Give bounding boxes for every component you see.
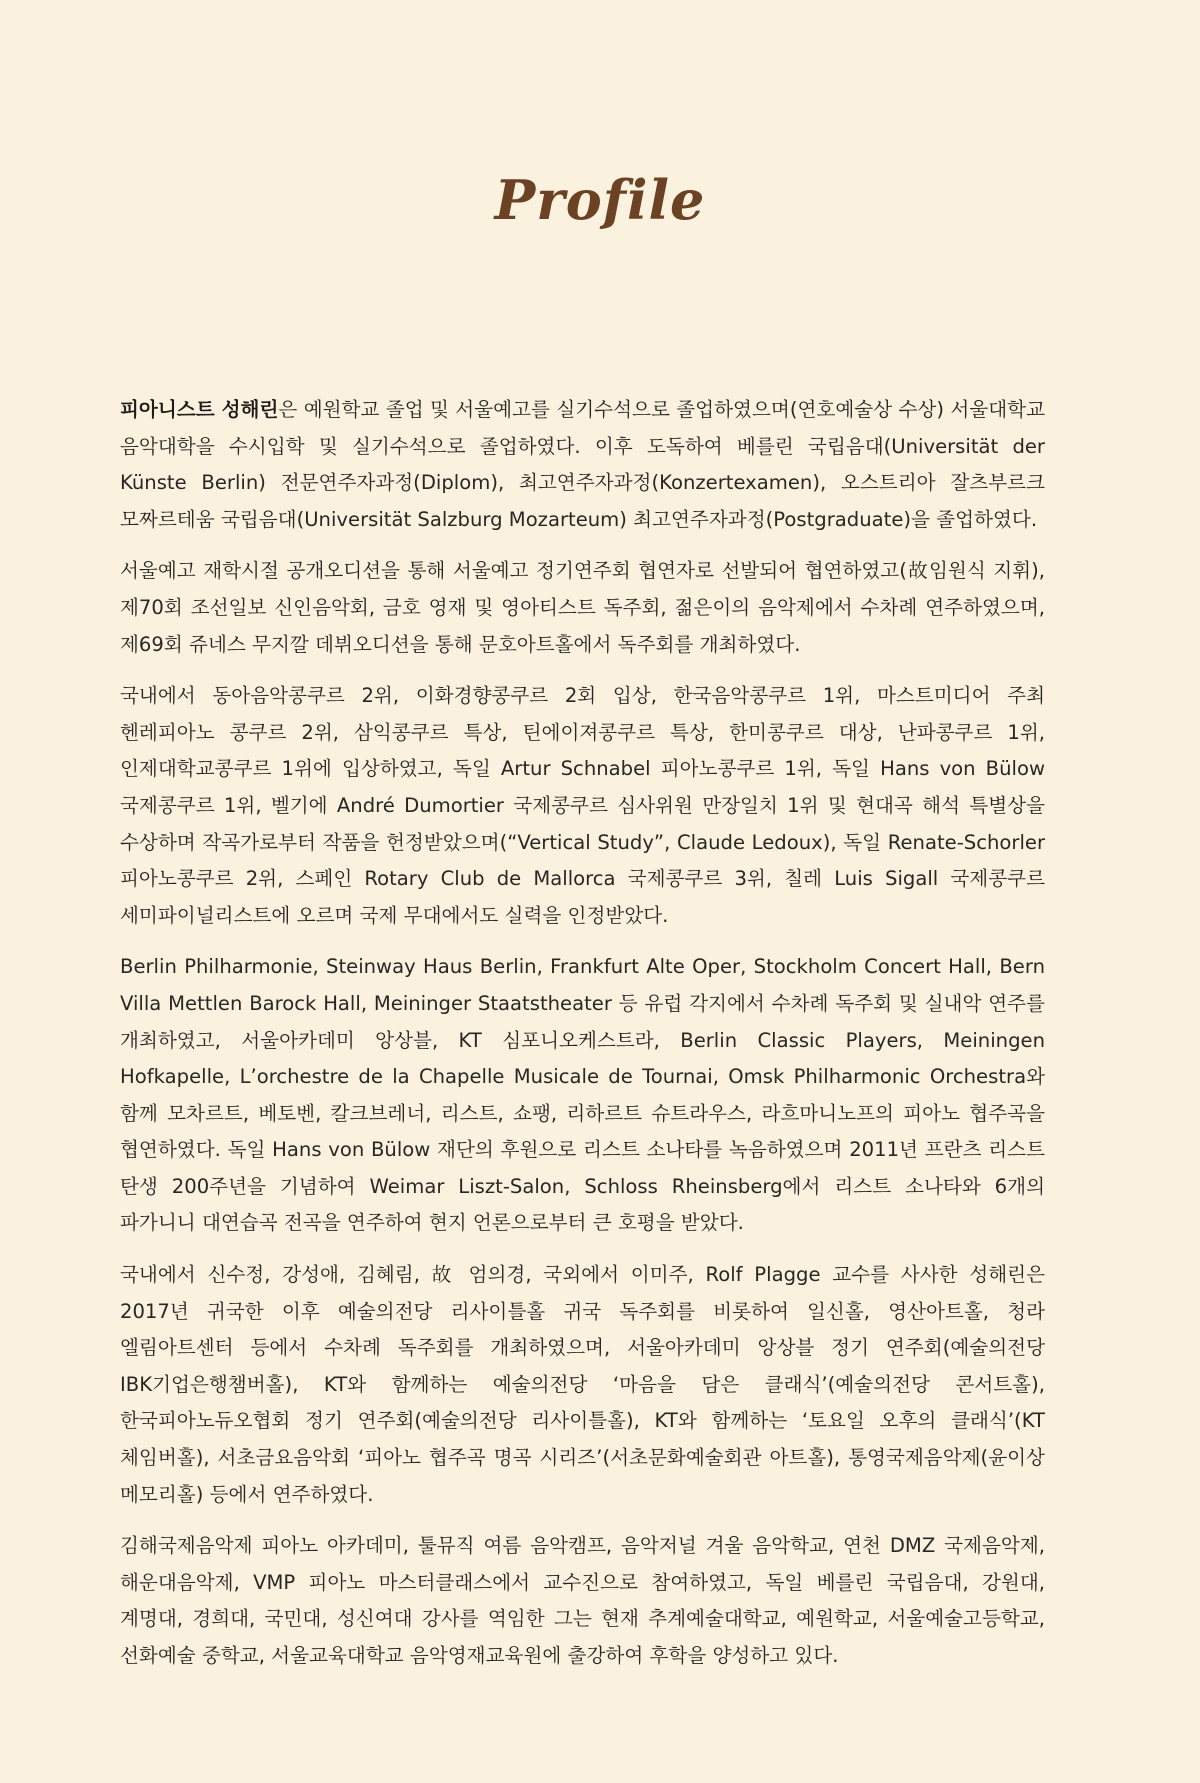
paragraph-early-performances	[120, 553, 1045, 663]
paragraph-text: 국내에서 신수정, 강성애, 김혜림, 故 엄의경, 국외에서 이미주, Rolf Plagge 교수를 사사한 성해린은 2017년 귀국한 이후 예술의전당 리사이틀홀 귀국 독주회를 비롯하여 일신홀, 영산아트홀, 청라 엘림아트센터 등에서 수차례 독주회를 개최하였으며, 서울아카데미 앙상블 정기 연주회(예술의전당 IBK기업은행챔버홀), KT와 함께하는 예술의전당 ‘마음을 담은 클래식’(예술의전당 콘서트홀), 한국피아노듀오협회 정기 연주회(예술의전당 리사이틀홀), KT와 함께하는 ‘토요일 오후의 클래식’(KT 체임버홀), 서초금요음악회 ‘피아노 협주곡 명곡 시리즈’(서초문화예술회관 아트홀), 통영국제음악제(윤이상 메모리홀) 등에서 연주하였다.	[120, 1263, 1045, 1506]
paragraph-text: 은 예원학교 졸업 및 서울예고를 실기수석으로 졸업하였으며(연호예술상 수상) 서울대학교 음악대학을 수시입학 및 실기수석으로 졸업하였다. 이후 도독하여 베를린 국립음대(Universität der Künste Berlin) 전문연주자과정(Diplom), 최고연주자과정(Konzertexamen), 오스트리아 잘츠부르크 모짜르테움 국립음대(Universität Salzburg Mozarteum) 최고연주자과정(Postgraduate)을 졸업하였다.	[120, 398, 1045, 531]
paragraph-text: Berlin Philharmonie, Steinway Haus Berlin, Frankfurt Alte Oper, Stockholm Concert Hall, Bern Villa Mettlen Barock Hall, Meininger Staatstheater 등 유럽 각지에서 수차례 독주회 및 실내악 연주를 개최하였고, 서울아카데미 앙상블, KT 심포니오케스트라, Berlin Classic Players, Meiningen Hofkapelle, L’orchestre de la Chapelle Musicale de Tournai, Omsk Philharmonic Orchestra와 함께 모차르트, 베토벤, 칼크브레너, 리스트, 쇼팽, 리하르트 슈트라우스, 라흐마니노프의 피아노 협주곡을 협연하였다. 독일 Hans von Bülow 재단의 후원으로 리스트 소나타를 녹음하였으며 2011년 프란츠 리스트 탄생 200주년을 기념하여 Weimar Liszt-Salon, Schloss Rheinsberg에서 리스트 소나타와 6개의 파가니니 대연습곡 전곡을 연주하여 현지 언론으로부터 큰 호평을 받았다.	[120, 955, 1045, 1235]
paragraph-european-concerts	[120, 949, 1045, 1242]
paragraph-text: 김해국제음악제 피아노 아카데미, 툴뮤직 여름 음악캠프, 음악저널 겨울 음악학교, 연천 DMZ 국제음악제, 해운대음악제, VMP 피아노 마스터클래스에서 교수진으로 참여하였고, 독일 베를린 국립음대, 강원대, 계명대, 경희대, 국민대, 성신여대 강사를 역임한 그는 현재 추계예술대학교, 예원학교, 서울예술고등학교, 선화예술 중학교, 서울교육대학교 음악영재교육원에 출강하여 후학을 양성하고 있다.	[120, 1534, 1045, 1667]
page-title: Profile	[494, 168, 706, 232]
paragraph-competitions	[120, 678, 1045, 934]
pianist-name: 피아니스트 성해린	[120, 398, 279, 421]
paragraph-teaching	[120, 1528, 1045, 1674]
paragraph-text: 서울예고 재학시절 공개오디션을 통해 서울예고 정기연주회 협연자로 선발되어 협연하였고(故임원식 지휘), 제70회 조선일보 신인음악회, 금호 영재 및 영아티스트 독주회, 젊은이의 음악제에서 수차례 연주하였으며, 제69회 쥬네스 무지깔 데뷔오디션을 통해 문호아트홀에서 독주회를 개최하였다.	[120, 559, 1045, 656]
paragraph-text: 국내에서 동아음악콩쿠르 2위, 이화경향콩쿠르 2회 입상, 한국음악콩쿠르 1위, 마스트미디어 주최 헨레피아노 콩쿠르 2위, 삼익콩쿠르 특상, 틴에이져콩쿠르 특상, 한미콩쿠르 대상, 난파콩쿠르 1위, 인제대학교콩쿠르 1위에 입상하였고, 독일 Artur Schnabel 피아노콩쿠르 1위, 독일 Hans von Bülow 국제콩쿠르 1위, 벨기에 André Dumortier 국제콩쿠르 심사위원 만장일치 1위 및 현대곡 해석 특별상을 수상하며 작곡가로부터 작품을 헌정받았으며(“Vertical Study”, Claude Ledoux), 독일 Renate-Schorler 피아노콩쿠르 2위, 스페인 Rotary Club de Mallorca 국제콩쿠르 3위, 칠레 Luis Sigall 국제콩쿠르 세미파이널리스트에 오르며 국제 무대에서도 실력을 인정받았다.	[120, 684, 1045, 927]
profile-body	[120, 392, 1045, 1690]
paragraph-domestic-concerts	[120, 1257, 1045, 1513]
paragraph-education	[120, 392, 1045, 538]
